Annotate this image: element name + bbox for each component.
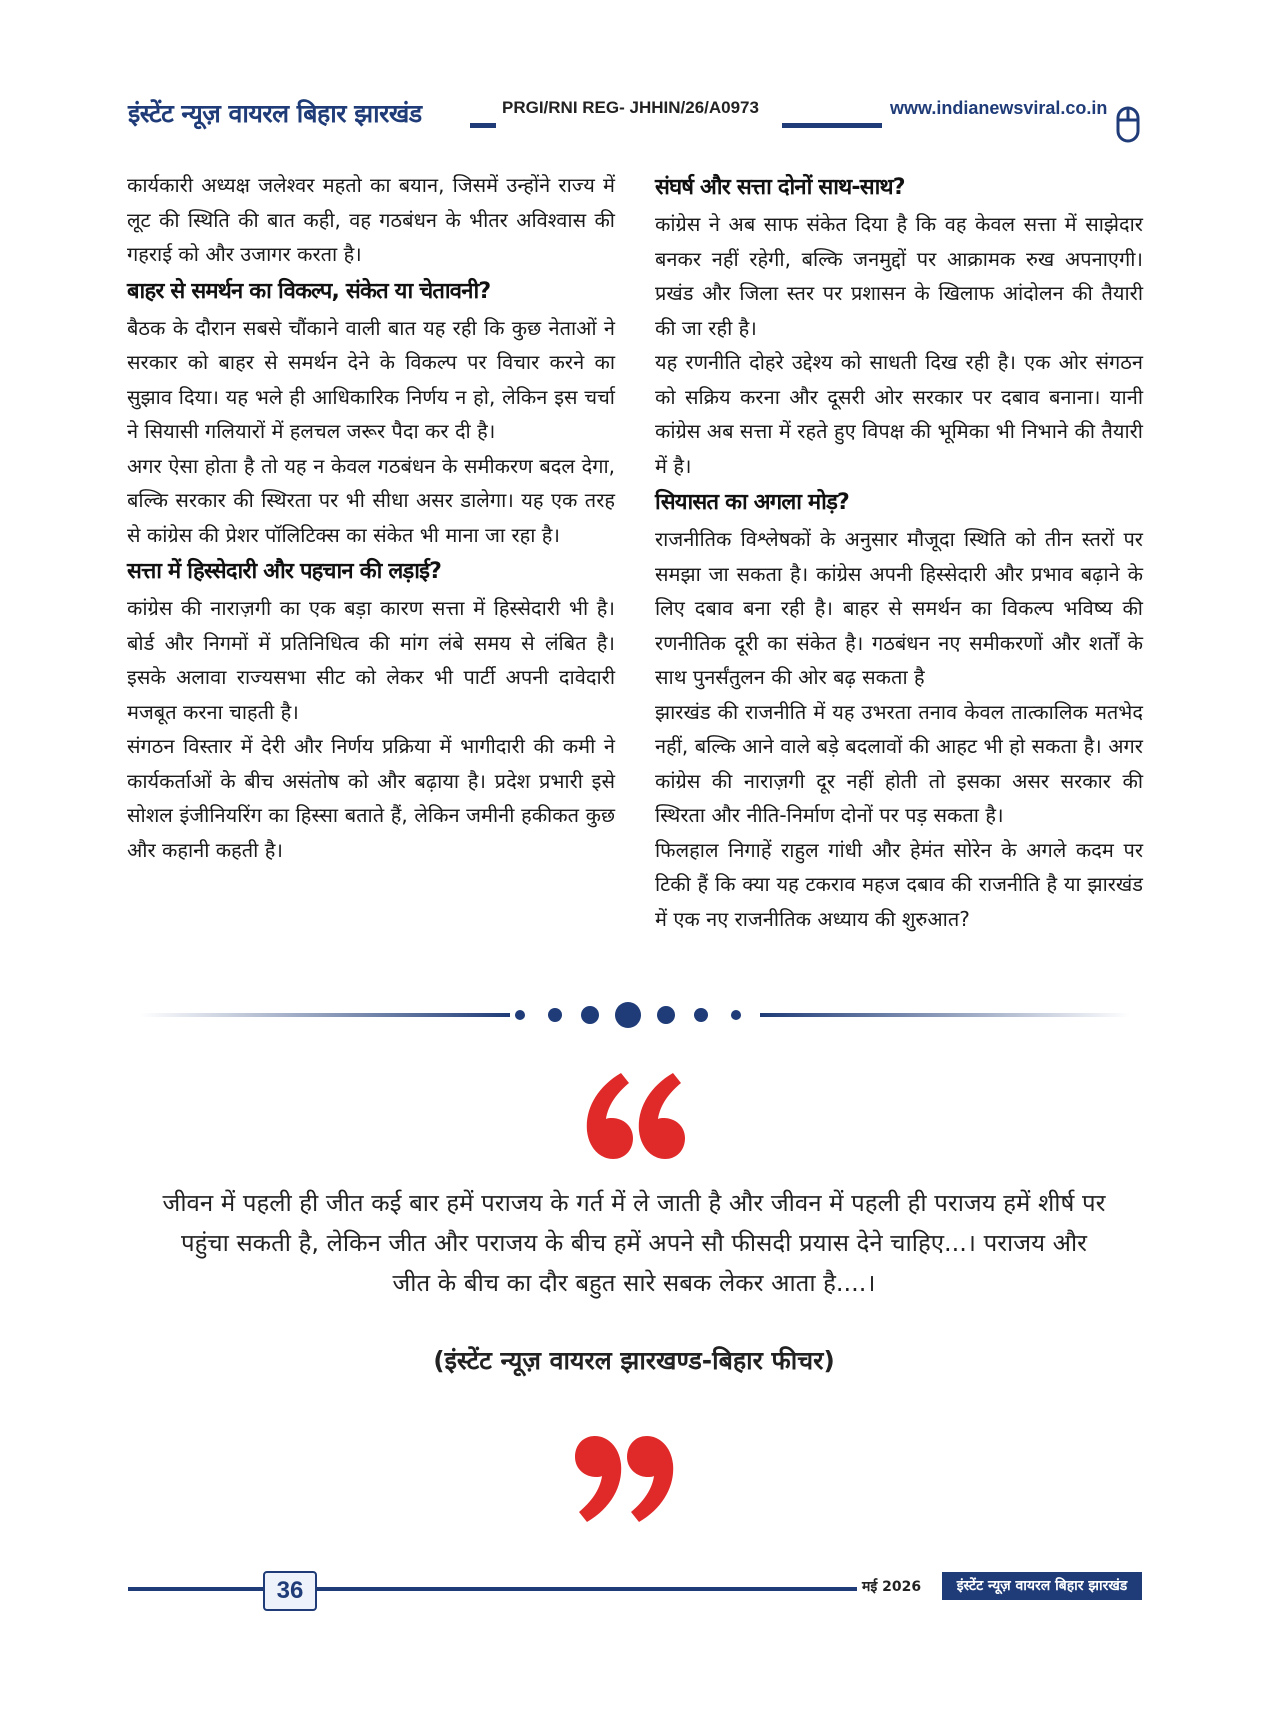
section-heading: सत्ता में हिस्सेदारी और पहचान की लड़ाई? <box>127 559 442 584</box>
dotted-divider <box>140 1000 1130 1030</box>
paragraph: राजनीतिक विश्लेषकों के अनुसार मौजूदा स्थिति को तीन स्तरों पर समझा जा सकता है। कांग्रेस अपनी हिस्सेदारी और प्रभाव बढ़ाने के लिए दबाव बना रही है। बाहर से समर्थन का विकल्प भविष्य की रणनीतिक दूरी का संकेत है। गठबंधन नए समीकरणों और शर्तों के साथ पुनर्संतुलन की ओर बढ़ सकता है <box>655 527 1143 689</box>
footer-publication-name: इंस्टेंट न्यूज़ वायरल बिहार झारखंड <box>942 1572 1142 1600</box>
section-heading: संघर्ष और सत्ता दोनों साथ-साथ? <box>655 175 905 200</box>
website-link[interactable]: www.indianewsviral.co.in <box>890 98 1108 118</box>
paragraph: झारखंड की राजनीति में यह उभरता तनाव केवल तात्कालिक मतभेद नहीं, बल्कि आने वाले बड़े बदलावों की आहट भी हो सकता है। अगर कांग्रेस की नाराज़गी दूर नहीं होती तो इसका असर सरकार की स्थिरता और नीति-निर्माण दोनों पर पड़ सकता है। <box>655 699 1143 827</box>
section-heading: सियासत का अगला मोड़? <box>655 490 850 515</box>
right-column <box>655 168 1143 936</box>
footer-divider <box>317 1587 857 1591</box>
quote-credit: (इंस्टेंट न्यूज़ वायरल झारखण्ड-बिहार फीचर) <box>433 1346 835 1375</box>
paragraph: कांग्रेस ने अब साफ संकेत दिया है कि वह केवल सत्ता में साझेदार बनकर नहीं रहेगी, बल्कि जनमुद्दों पर आक्रामक रुख अपनाएगी। प्रखंड और जिला स्तर पर प्रशासन के खिलाफ आंदोलन की तैयारी की जा रही है। <box>655 212 1143 340</box>
footer-divider <box>128 1587 263 1591</box>
issue-date: मई 2026 <box>862 1579 922 1595</box>
registration-number: PRGI/RNI REG- JHHIN/26/A0973 <box>502 98 759 117</box>
paragraph: संगठन विस्तार में देरी और निर्णय प्रक्रिया में भागीदारी की कमी ने कार्यकर्ताओं के बीच असंतोष को और बढ़ाया है। प्रदेश प्रभारी इसे सोशल इंजीनियरिंग का हिस्सा बताते हैं, लेकिन जमीनी हकीकत कुछ और कहानी कहती है। <box>127 734 615 862</box>
quote-text: जीवन में पहली ही जीत कई बार हमें पराजय के गर्त में ले जाती है और जीवन में पहली ही पराजय हमें शीर्ष पर पहुंचा सकती है, लेकिन जीत और पराजय के बीच हमें अपने सौ फीसदी प्रयास देने चाहिए...। पराजय और जीत के बीच का दौर बहुत सारे सबक लेकर आता है....। <box>162 1189 1106 1297</box>
header-divider <box>470 123 496 128</box>
page-header <box>0 0 1268 150</box>
page-number: 36 <box>263 1571 317 1611</box>
paragraph: यह रणनीति दोहरे उद्देश्य को साधती दिख रही है। एक ओर संगठन को सक्रिय करना और दूसरी ओर सरकार पर दबाव बनाना। यानी कांग्रेस अब सत्ता में रहते हुए विपक्ष की भूमिका भी निभाने की तैयारी में है। <box>655 350 1143 478</box>
close-quote-icon <box>575 1430 685 1530</box>
header-divider <box>782 123 882 128</box>
paragraph: फिलहाल निगाहें राहुल गांधी और हेमंत सोरेन के अगले कदम पर टिकी हैं कि क्या यह टकराव महज दबाव की राजनीति है या झारखंड में एक नए राजनीतिक अध्याय की शुरुआत? <box>655 837 1143 931</box>
paragraph: अगर ऐसा होता है तो यह न केवल गठबंधन के समीकरण बदल देगा, बल्कि सरकार की स्थिरता पर भी सीधा असर डालेगा। यह एक तरह से कांग्रेस की प्रेशर पॉलिटिक्स का संकेत भी माना जा रहा है। <box>127 453 615 547</box>
open-quote-icon <box>575 1065 685 1165</box>
left-column <box>127 168 615 867</box>
mouse-icon <box>1116 104 1140 144</box>
paragraph: कांग्रेस की नाराज़गी का एक बड़ा कारण सत्ता में हिस्सेदारी भी है। बोर्ड और निगमों में प्रतिनिधित्व की मांग लंबे समय से लंबित है। इसके अलावा राज्यसभा सीट को लेकर भी पार्टी अपनी दावेदारी मजबूत करना चाहती है। <box>127 596 615 724</box>
section-heading: बाहर से समर्थन का विकल्प, संकेत या चेतावनी? <box>127 278 491 304</box>
paragraph: कार्यकारी अध्यक्ष जलेश्वर महतो का बयान, जिसमें उन्होंने राज्य में लूट की स्थिति की बात कही, वह गठबंधन के भीतर अविश्वास की गहराई को और उजागर करता है। <box>127 173 615 266</box>
paragraph: बैठक के दौरान सबसे चौंकाने वाली बात यह रही कि कुछ नेताओं ने सरकार को बाहर से समर्थन देने के विकल्प पर विचार करने का सुझाव दिया। यह भले ही आधिकारिक निर्णय न हो, लेकिन इस चर्चा ने सियासी गलियारों में हलचल जरूर पैदा कर दी है। <box>127 315 615 443</box>
publication-title: इंस्टेंट न्यूज़ वायरल बिहार झारखंड <box>128 99 422 128</box>
